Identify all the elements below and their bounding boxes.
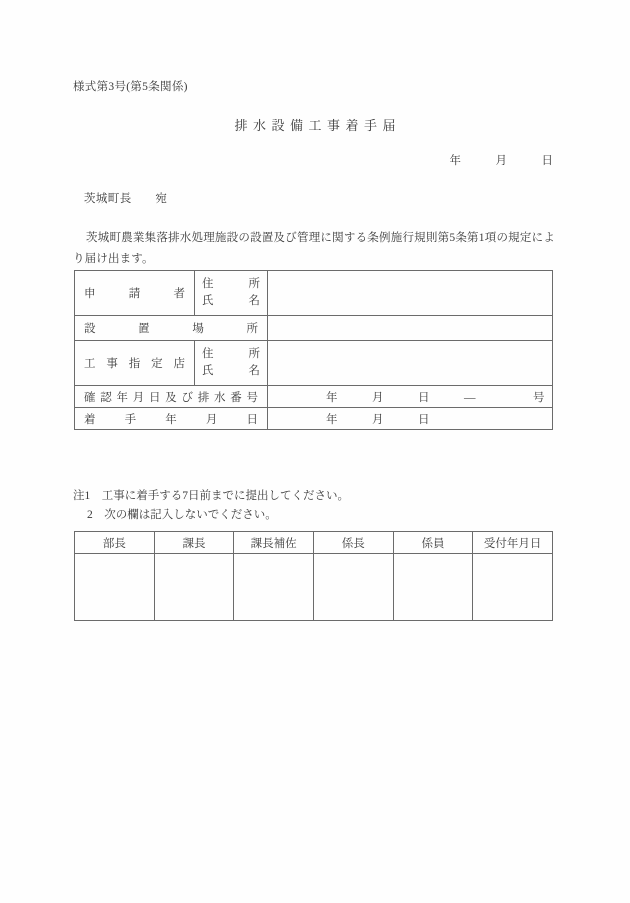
table-row-applicant — [75, 271, 553, 316]
row-label-confirmation-number: 確認年月日及び排水番号 — [75, 386, 268, 408]
row-sublabel-contractor — [195, 341, 268, 386]
note-item-1: 注1 工事に着手する7日前までに提出してください。 — [73, 490, 349, 502]
sublabel-name: 氏名 — [202, 295, 260, 307]
page-title: 排水設備工事着手届 — [234, 118, 401, 133]
input-contractor-details[interactable] — [268, 341, 553, 386]
column-header-bucho: 部長 — [75, 532, 155, 554]
body-paragraph: 茨城町農業集落排水処理施設の設置及び管理に関する条例施行規則第5条第1項の規定により届け出ます。 — [73, 232, 555, 265]
column-header-kakariin: 係員 — [393, 532, 473, 554]
table-row-confirmation-number — [75, 386, 553, 408]
column-header-kachohosa: 課長補佐 — [234, 532, 314, 554]
table-row-start-date — [75, 408, 553, 430]
row-sublabel-applicant — [195, 271, 268, 316]
column-header-kacho: 課長 — [154, 532, 234, 554]
table-row-designated-contractor — [75, 341, 553, 386]
row-label-installation-site: 設置場所 — [75, 316, 268, 341]
sublabel-name: 氏名 — [202, 365, 260, 377]
input-confirmation-number[interactable]: 年 月 日 — 号 — [268, 386, 553, 408]
stamp-cell-kachohosa[interactable] — [234, 554, 314, 621]
form-code-label: 様式第3号(第5条関係) — [73, 81, 188, 93]
table-row-approval-headers — [75, 532, 553, 554]
application-details-table — [74, 270, 553, 430]
input-applicant-details[interactable] — [268, 271, 553, 316]
input-installation-site[interactable] — [268, 316, 553, 341]
stamp-cell-bucho[interactable] — [75, 554, 155, 621]
row-label-designated-contractor: 工事指定店 — [75, 341, 195, 386]
column-header-kakaricho: 係長 — [313, 532, 393, 554]
submission-date-line: 年 月 日 — [449, 155, 553, 167]
table-row-approval-stamps — [75, 554, 553, 621]
stamp-cell-kakaricho[interactable] — [313, 554, 393, 621]
stamp-cell-kacho[interactable] — [154, 554, 234, 621]
note-item-2: 2 次の欄は記入しないでください。 — [87, 509, 277, 521]
column-header-receipt-date: 受付年月日 — [473, 532, 553, 554]
input-start-date[interactable]: 年 月 日 — [268, 408, 553, 430]
addressee-line: 茨城町長 宛 — [84, 193, 168, 205]
row-label-applicant: 申請者 — [75, 271, 195, 316]
stamp-cell-kakariin[interactable] — [393, 554, 473, 621]
stamp-cell-receipt-date[interactable] — [473, 554, 553, 621]
table-row-installation-site — [75, 316, 553, 341]
sublabel-address: 住所 — [202, 278, 260, 290]
sublabel-address: 住所 — [202, 348, 260, 360]
notes-section — [73, 487, 349, 525]
row-label-start-date: 着手年月日 — [75, 408, 268, 430]
official-use-approval-table — [74, 531, 553, 621]
